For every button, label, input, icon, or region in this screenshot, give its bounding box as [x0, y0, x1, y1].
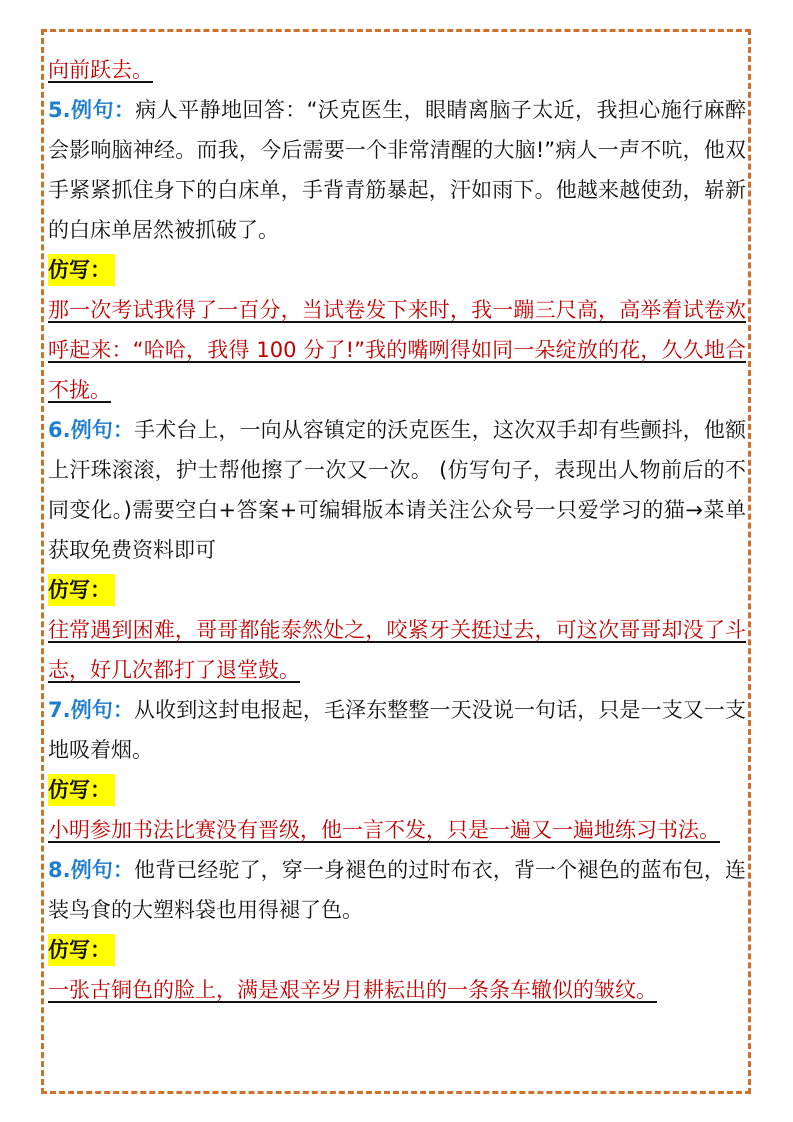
example-paragraph-8	[48, 850, 746, 930]
example-paragraph-6	[48, 410, 746, 570]
example-paragraph-7	[48, 690, 746, 770]
continued-answer	[48, 50, 746, 90]
example-text: 他背已经驼了，穿一身褪色的过时布衣，背一个褪色的蓝布包，连装鸟食的大塑料袋也用得褪了色。	[48, 858, 747, 922]
item-number: 7.	[48, 698, 71, 722]
document-content	[48, 50, 746, 1010]
answer-paragraph-7	[48, 810, 746, 850]
imitate-label: 仿写：	[48, 574, 115, 606]
answer-text: 向前跃去。	[48, 58, 153, 82]
answer-text: 往常遇到困难，哥哥都能泰然处之，咬紧牙关挺过去，可这次哥哥却没了斗志，好几次都打了退堂鼓。	[48, 618, 746, 682]
example-text: 病人平静地回答：“沃克医生，眼睛离脑子太近，我担心施行麻醉会影响脑神经。而我，今后需要一个非常清醒的大脑!”病人一声不吭，他双手紧紧抓住身下的白床单，手背青筋暴起，汗如雨下。他越来越使劲，崭新的白床单居然被抓破了。	[48, 98, 746, 242]
imitate-label-row	[48, 570, 746, 610]
answer-text: 一张古铜色的脸上，满是艰辛岁月耕耘出的一条条车辙似的皱纹。	[48, 978, 657, 1002]
imitate-label: 仿写：	[48, 774, 115, 806]
example-text: 手术台上，一向从容镇定的沃克医生，这次双手却有些颤抖，他额上汗珠滚滚，护士帮他擦了一次又一次。 (仿写句子，表现出人物前后的不同变化。)需要空白+答案+可编辑版本请关注公众号一只爱学习的猫→菜单获取免费资料即可	[48, 418, 747, 562]
example-text: 从收到这封电报起，毛泽东整整一天没说一句话，只是一支又一支地吸着烟。	[48, 698, 747, 762]
example-paragraph-5	[48, 90, 746, 250]
answer-text: 小明参加书法比赛没有晋级，他一言不发，只是一遍又一遍地练习书法。	[48, 818, 720, 842]
imitate-label: 仿写：	[48, 254, 115, 286]
example-label: 例句：	[70, 698, 135, 722]
example-label: 例句：	[70, 418, 135, 442]
example-label: 例句：	[70, 98, 136, 122]
imitate-label: 仿写：	[48, 934, 115, 966]
item-number: 8.	[48, 858, 71, 882]
example-label: 例句：	[70, 858, 135, 882]
item-number: 5.	[48, 98, 71, 122]
answer-paragraph-5	[48, 290, 746, 410]
imitate-label-row	[48, 250, 746, 290]
answer-paragraph-6	[48, 610, 746, 690]
item-number: 6.	[48, 418, 71, 442]
imitate-label-row	[48, 930, 746, 970]
imitate-label-row	[48, 770, 746, 810]
answer-paragraph-8	[48, 970, 746, 1010]
answer-text: 那一次考试我得了一百分，当试卷发下来时，我一蹦三尺高，高举着试卷欢呼起来：“哈哈，我得 100 分了!”我的嘴咧得如同一朵绽放的花，久久地合不拢。	[48, 298, 746, 402]
